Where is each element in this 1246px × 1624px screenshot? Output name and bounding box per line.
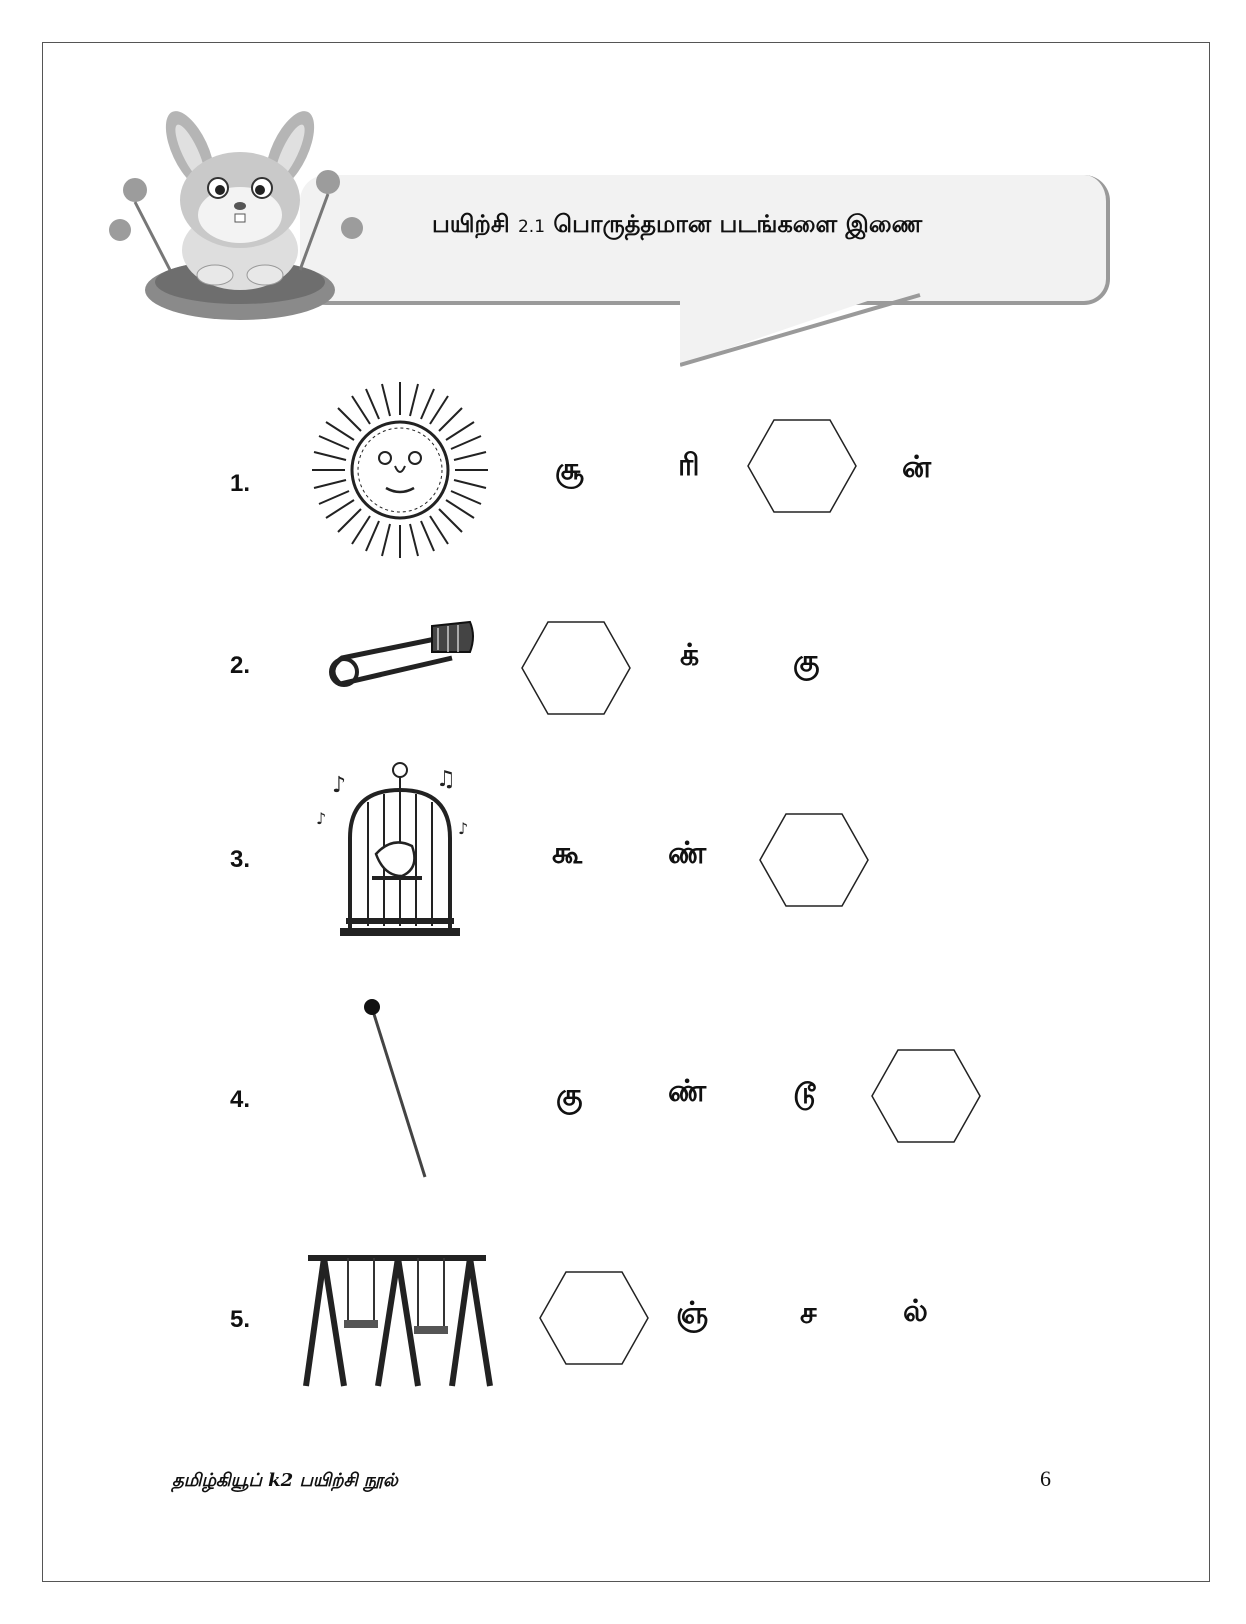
title-word: பயிற்சி xyxy=(432,210,510,238)
row-5-syllable-1: ஞ் xyxy=(676,1296,709,1331)
row-2-blank-hexagon[interactable] xyxy=(520,620,632,716)
svg-text:♪: ♪ xyxy=(332,773,347,798)
bunny-mascot-icon xyxy=(100,110,380,330)
row-4-blank-hexagon[interactable] xyxy=(870,1048,982,1144)
row-3-number: 3. xyxy=(230,846,251,873)
page-number: 6 xyxy=(1040,1466,1051,1491)
footer-book-title: தமிழ்கியூப் k2 பயிற்சி நூல் xyxy=(172,1470,398,1491)
row-5-syllable-3: ல் xyxy=(903,1294,928,1329)
row-2-number: 2. xyxy=(230,652,251,679)
row-3-blank-hexagon[interactable] xyxy=(758,812,870,908)
row-4-syllable-3: டூ xyxy=(793,1076,816,1111)
row-1-syllable-3: ன் xyxy=(902,450,932,485)
swing-icon xyxy=(300,1240,495,1390)
row-1-syllable-1: சூ xyxy=(555,452,584,487)
safety-pin-icon xyxy=(320,612,480,702)
row-1-syllable-2: ரி xyxy=(678,448,700,483)
pin-icon xyxy=(360,995,440,1185)
row-3-syllable-2: ண் xyxy=(668,836,707,871)
title-number: 2.1 xyxy=(517,217,546,237)
row-2-syllable-2: கு xyxy=(793,644,820,679)
sun-icon xyxy=(310,380,490,560)
exercise-title xyxy=(432,210,922,241)
title-instruction: பொருத்தமான படங்களை இணை xyxy=(553,210,923,238)
row-5-syllable-2: ச xyxy=(800,1296,817,1331)
row-3-syllable-1: கூ xyxy=(552,836,583,871)
svg-text:♪: ♪ xyxy=(458,819,469,838)
row-4-syllable-1: கு xyxy=(556,1078,583,1113)
row-4-syllable-2: ண் xyxy=(668,1074,707,1109)
svg-text:♫: ♫ xyxy=(436,767,456,792)
svg-text:♪: ♪ xyxy=(316,809,327,828)
row-5-number: 5. xyxy=(230,1306,251,1333)
row-2-syllable-1: க் xyxy=(680,638,700,673)
row-5-blank-hexagon[interactable] xyxy=(538,1270,650,1366)
row-1-number: 1. xyxy=(230,470,251,497)
speech-bubble-tail xyxy=(680,290,940,370)
row-4-number: 4. xyxy=(230,1086,251,1113)
birdcage-icon xyxy=(312,758,492,944)
row-1-blank-hexagon[interactable] xyxy=(746,418,858,514)
